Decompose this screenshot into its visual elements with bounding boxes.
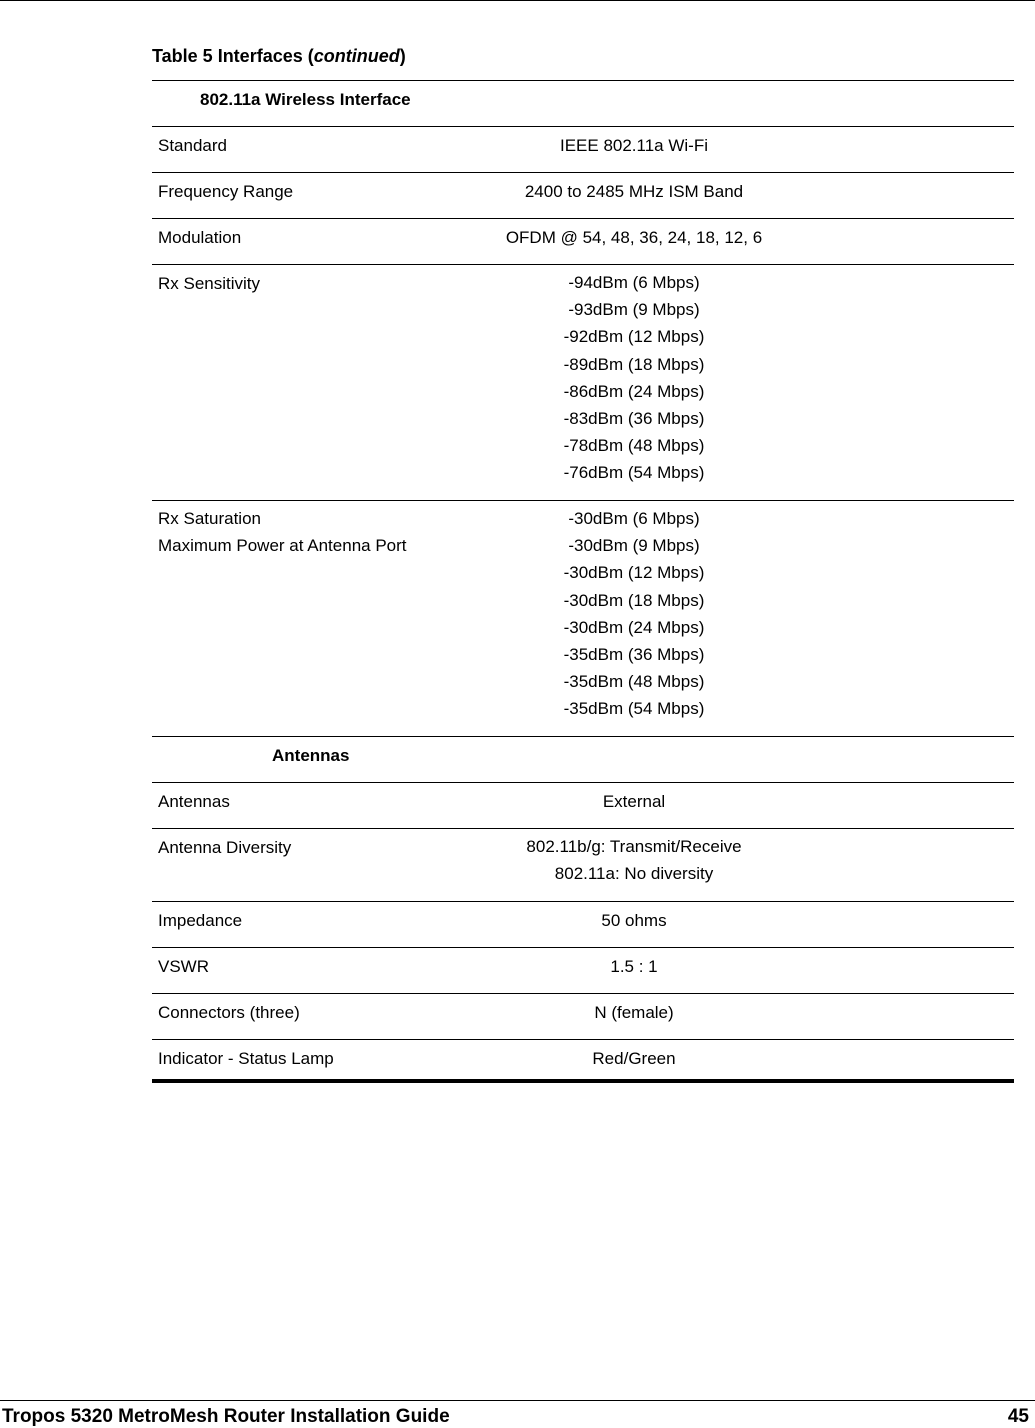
- section-row-wireless: [152, 80, 1014, 126]
- table-row: [152, 901, 1014, 947]
- value-line: -35dBm (54 Mbps): [563, 699, 705, 719]
- row-label: Modulation: [158, 228, 242, 247]
- value-line: 802.11b/g: Transmit/Receive: [526, 837, 742, 856]
- table-row: [152, 993, 1014, 1039]
- value-line: -93dBm (9 Mbps): [568, 300, 700, 320]
- footer-title: Tropos 5320 MetroMesh Router Installation Guide: [2, 1406, 450, 1427]
- rx-sensitivity-values: [422, 269, 846, 487]
- caption-italic: continued: [313, 46, 400, 66]
- diversity-values: [422, 833, 846, 887]
- value-line: -76dBm (54 Mbps): [563, 463, 705, 483]
- row-value: External: [602, 792, 666, 811]
- table-row: [152, 1039, 1014, 1083]
- table-row: [152, 218, 1014, 264]
- footer-rule: [0, 1400, 1035, 1401]
- row-value: IEEE 802.11a Wi-Fi: [559, 136, 709, 155]
- value-line: -89dBm (18 Mbps): [563, 354, 705, 374]
- value-line: -35dBm (36 Mbps): [563, 644, 705, 664]
- row-label: Antennas: [158, 792, 230, 811]
- rx-saturation-labels: [158, 505, 407, 559]
- value-line: -30dBm (24 Mbps): [563, 617, 705, 637]
- table-bottom-rule: [152, 1079, 1014, 1083]
- value-line: 802.11a: No diversity: [554, 864, 714, 884]
- value-line: -35dBm (48 Mbps): [563, 672, 705, 692]
- value-line: -30dBm (9 Mbps): [568, 536, 700, 556]
- value-line: -30dBm (18 Mbps): [563, 590, 705, 610]
- interfaces-table: [152, 80, 1014, 1083]
- table-row-rx-saturation: [152, 500, 1014, 736]
- value-line: -94dBm (6 Mbps): [568, 273, 700, 292]
- row-label: VSWR: [158, 957, 209, 976]
- row-label: Antenna Diversity: [158, 838, 292, 857]
- value-line: -83dBm (36 Mbps): [563, 408, 705, 428]
- row-label: Connectors (three): [158, 1003, 300, 1022]
- row-value: Red/Green: [592, 1049, 676, 1068]
- value-line: -30dBm (12 Mbps): [563, 563, 705, 583]
- value-line: -92dBm (12 Mbps): [563, 327, 705, 347]
- row-value: 2400 to 2485 MHz ISM Band: [524, 182, 744, 201]
- table-row: [152, 782, 1014, 828]
- table-row-antenna-diversity: [152, 828, 1014, 901]
- rx-saturation-values: [422, 505, 846, 723]
- section-title-wireless: 802.11a Wireless Interface: [200, 90, 411, 109]
- row-label: Standard: [158, 136, 227, 155]
- table-row: [152, 172, 1014, 218]
- row-value: 50 ohms: [601, 911, 667, 930]
- row-value: 1.5 : 1: [610, 957, 658, 976]
- top-rule: [0, 0, 1035, 1]
- section-row-antennas: [152, 736, 1014, 782]
- row-label: Indicator - Status Lamp: [158, 1049, 334, 1068]
- row-label: Rx Saturation: [158, 509, 261, 528]
- value-line: -30dBm (6 Mbps): [568, 509, 700, 528]
- row-value: N (female): [594, 1003, 674, 1022]
- table-row-rx-sensitivity: [152, 264, 1014, 500]
- table-row: [152, 947, 1014, 993]
- value-line: -78dBm (48 Mbps): [563, 436, 705, 456]
- row-value: OFDM @ 54, 48, 36, 24, 18, 12, 6: [505, 228, 763, 247]
- row-label: Impedance: [158, 911, 243, 930]
- value-line: -86dBm (24 Mbps): [563, 381, 705, 401]
- row-label: Maximum Power at Antenna Port: [158, 536, 407, 556]
- page-number: 45: [1007, 1406, 1029, 1427]
- row-label: Rx Sensitivity: [158, 274, 261, 293]
- row-label: Frequency Range: [158, 182, 294, 201]
- section-title-antennas: Antennas: [272, 746, 350, 765]
- table-row: [152, 126, 1014, 172]
- table-caption: Table 5 Interfaces (continued): [152, 46, 406, 66]
